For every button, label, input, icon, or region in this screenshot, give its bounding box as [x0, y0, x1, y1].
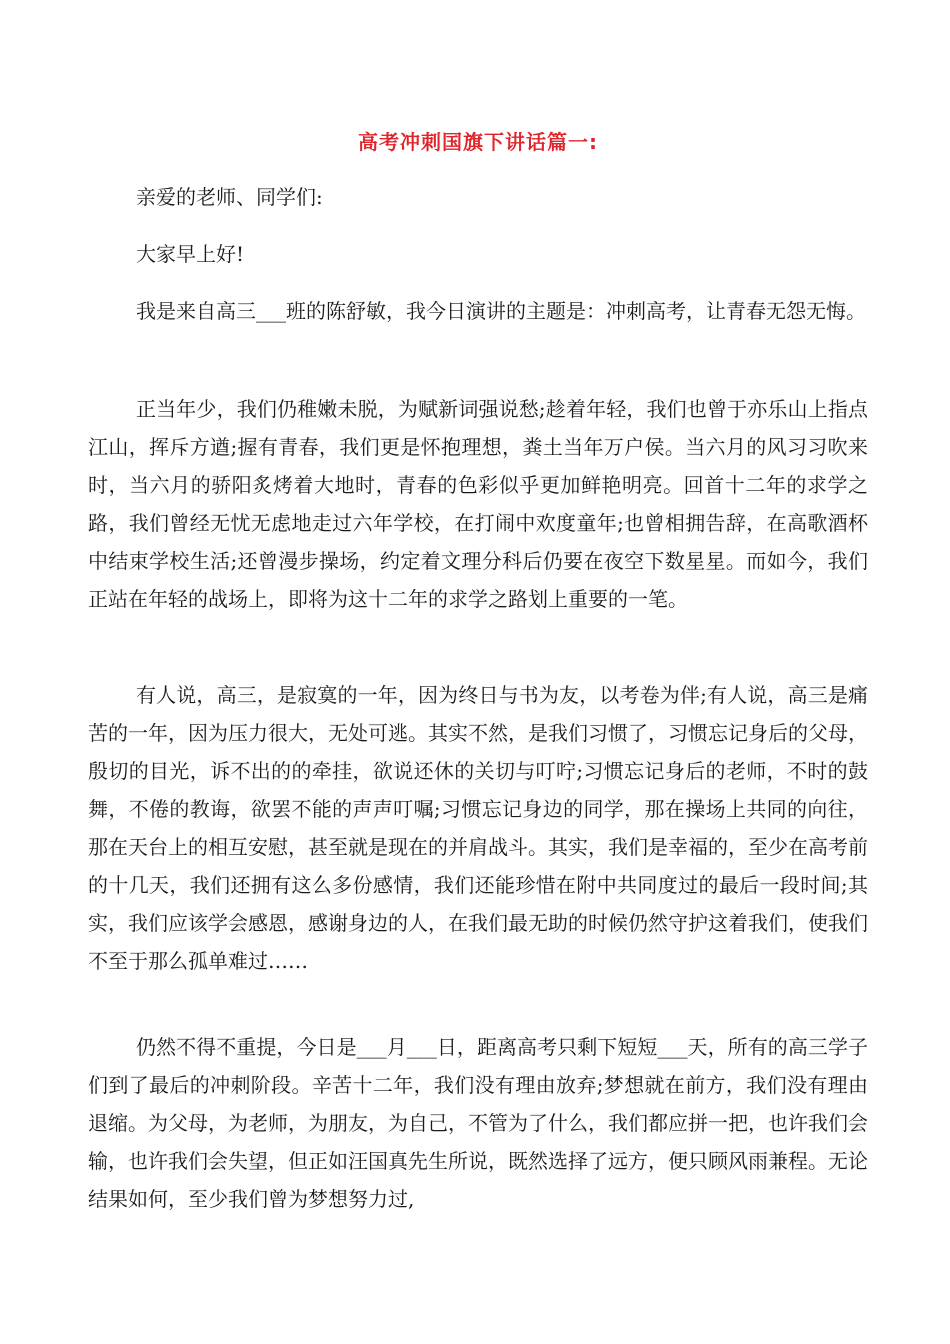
paragraph-countdown: 仍然不得不重提，今日是___月___日，距离高考只剩下短短___天，所有的高三学子们到了最后的冲刺阶段。辛苦十二年，我们没有理由放弃;梦想就在前方，我们没有理由退缩。为父母，为老师，为朋友，为自己，不管为了什么，我们都应拼一把，也许我们会输，也许我们会失望，但正如汪国真先生所说，既然选择了远方，便只顾风雨兼程。无论结果如何，至少我们曾为梦想努力过, [88, 1035, 868, 1211]
paragraph-youth: 正当年少，我们仍稚嫩未脱，为赋新词强说愁;趁着年轻，我们也曾于亦乐山上指点江山，挥斥方遒;握有青春，我们更是怀抱理想，粪土当年万户侯。当六月的风习习吹来时，当六月的骄阳炙烤着大地时，青春的色彩似乎更加鲜艳明亮。回首十二年的求学之路，我们曾经无忧无虑地走过六年学校，在打闹中欢度童年;也曾相拥告辞，在高歌酒杯中结束学校生活;还曾漫步操场，约定着文理分科后仍要在夜空下数星星。而如今，我们正站在年轻的战场上，即将为这十二年的求学之路划上重要的一笔。 [88, 397, 868, 611]
document-title: 高考冲刺国旗下讲话篇一: [358, 130, 598, 154]
paragraph-intro: 我是来自高三___班的陈舒敏，我今日演讲的主题是：冲刺高考，让青春无怨无悔。 [136, 299, 866, 323]
paragraph-morning: 大家早上好! [136, 242, 245, 266]
paragraph-greeting: 亲爱的老师、同学们: [136, 185, 323, 209]
paragraph-senior-year: 有人说，高三，是寂寞的一年，因为终日与书为友，以考卷为伴;有人说，高三是痛苦的一年，因为压力很大，无处可逃。其实不然，是我们习惯了，习惯忘记身后的父母，殷切的目光，诉不出的的牵挂，欲说还休的关切与叮咛;习惯忘记身后的老师，不时的鼓舞，不倦的教诲，欲罢不能的声声叮嘱;习惯忘记身边的同学，那在操场上共同的向往，那在天台上的相互安慰，甚至就是现在的并肩战斗。其实，我们是幸福的，至少在高考前的十几天，我们还拥有这么多份感情，我们还能珍惜在附中共同度过的最后一段时间;其实，我们应该学会感恩，感谢身边的人，在我们最无助的时候仍然守护这着我们，使我们不至于那么孤单难过…… [88, 683, 868, 973]
